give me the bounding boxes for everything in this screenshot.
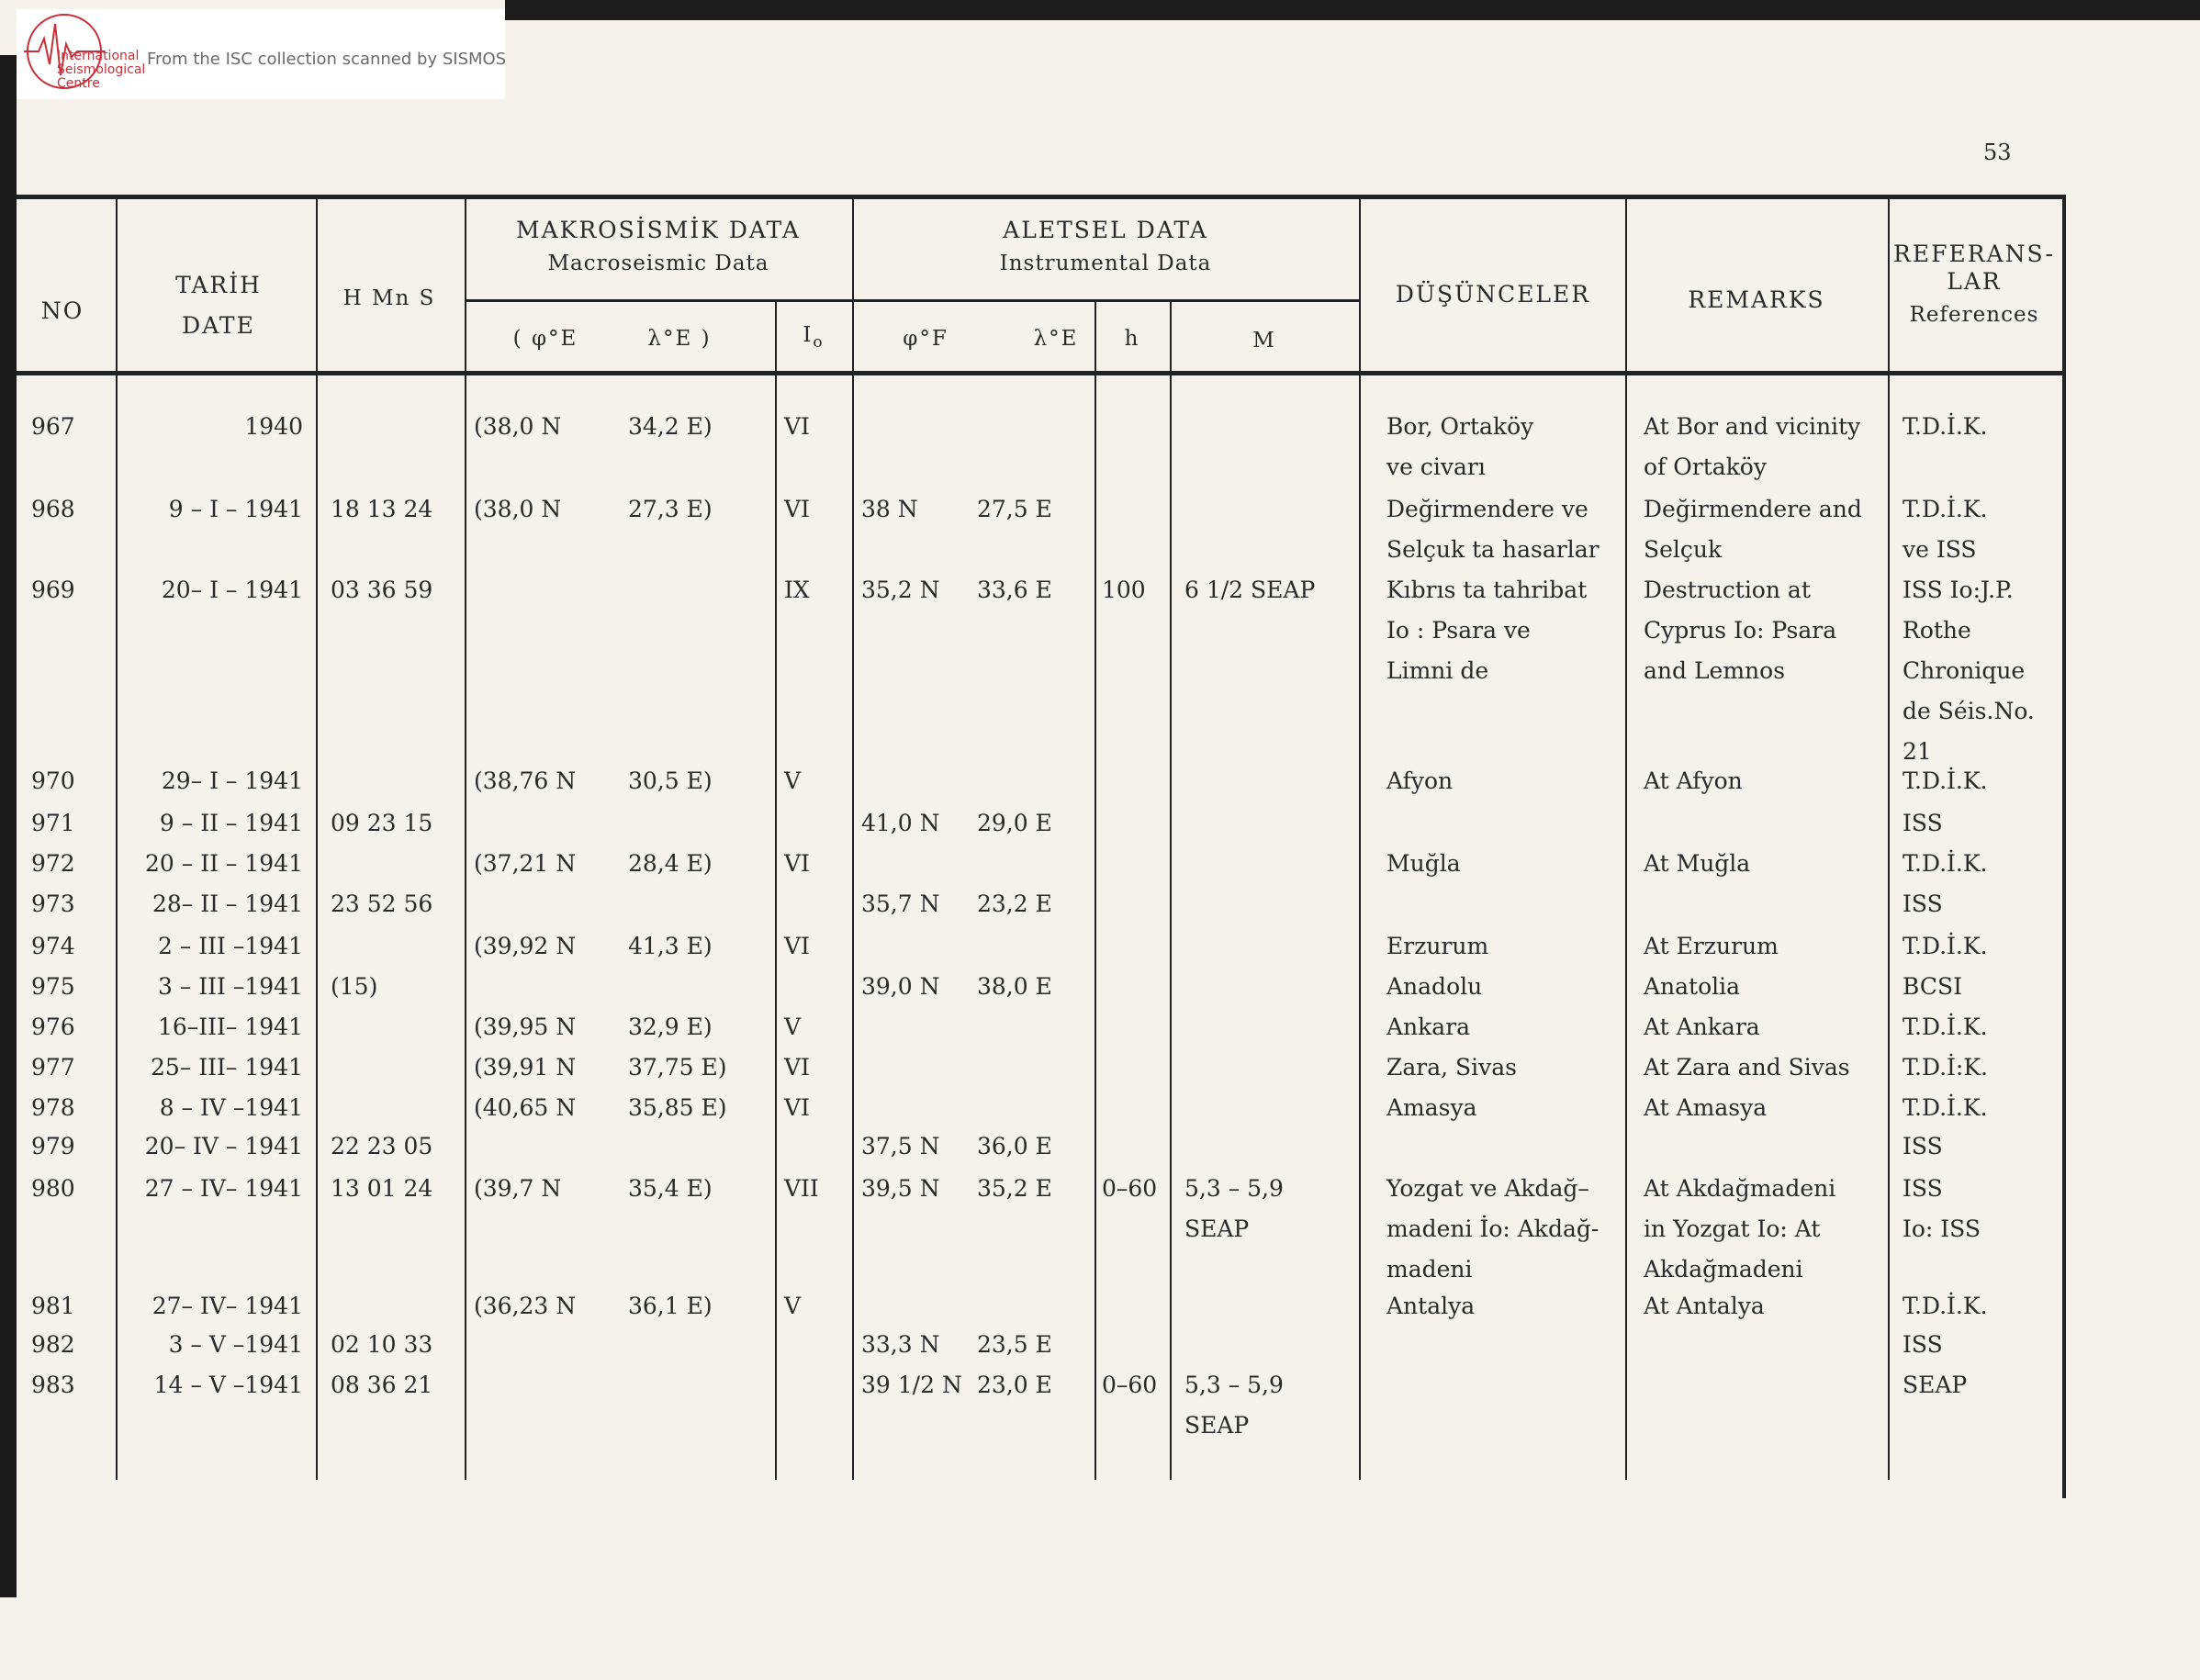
row-reference: T.D.İ.K. bbox=[1903, 1293, 1988, 1319]
row-magnitude: 6 1/2 SEAP bbox=[1184, 577, 1316, 603]
row-time: 23 52 56 bbox=[331, 890, 433, 917]
row-reference: SEAP bbox=[1903, 1372, 1968, 1398]
row-remarks-en: At Amasya bbox=[1644, 1094, 1768, 1121]
row-no: 981 bbox=[31, 1293, 75, 1319]
row-time: 18 13 24 bbox=[331, 496, 433, 522]
row-reference: T.D.İ.K. bbox=[1903, 767, 1988, 794]
row-instr-lon: 23,5 E bbox=[977, 1331, 1052, 1358]
row-remarks-tr: Amasya bbox=[1386, 1094, 1477, 1121]
row-io: V bbox=[784, 1293, 802, 1319]
row-remarks-en: At Antalya bbox=[1644, 1293, 1765, 1319]
row-remarks-en: of Ortaköy bbox=[1644, 454, 1767, 480]
row-remarks-en: At Afyon bbox=[1644, 767, 1743, 794]
row-remarks-tr: Limni de bbox=[1386, 657, 1489, 684]
page-number: 53 bbox=[1983, 140, 2012, 165]
col-rule bbox=[116, 195, 118, 1480]
row-remarks-en: Akdağmadeni bbox=[1644, 1256, 1803, 1282]
row-date: 29– I – 1941 bbox=[161, 767, 303, 794]
row-remarks-tr: madeni bbox=[1386, 1256, 1473, 1282]
row-reference: T.D.İ.K. bbox=[1903, 1014, 1988, 1040]
row-no: 970 bbox=[31, 767, 75, 794]
header-date-tr: TARİH bbox=[175, 272, 262, 298]
row-remarks-tr: Yozgat ve Akdağ– bbox=[1386, 1175, 1589, 1202]
row-time: 03 36 59 bbox=[331, 577, 433, 603]
row-date: 25– III– 1941 bbox=[151, 1054, 303, 1081]
row-macro-lon: 34,2 E) bbox=[628, 413, 713, 440]
row-no: 983 bbox=[31, 1372, 75, 1398]
row-reference: ISS bbox=[1903, 1133, 1943, 1159]
row-macro-lat: (40,65 N bbox=[474, 1094, 577, 1121]
header-bottom-rule bbox=[17, 371, 2066, 375]
row-remarks-en: Cyprus Io: Psara bbox=[1644, 617, 1837, 644]
row-remarks-en: At Akdağmadeni bbox=[1644, 1175, 1836, 1202]
row-instr-lat: 39,0 N bbox=[861, 973, 940, 1000]
row-macro-lat: (37,21 N bbox=[474, 850, 577, 877]
row-remarks-tr: Selçuk ta hasarlar bbox=[1386, 536, 1599, 563]
row-date: 20– IV – 1941 bbox=[144, 1133, 303, 1159]
row-reference: T.D.İ.K. bbox=[1903, 496, 1988, 522]
row-time: 08 36 21 bbox=[331, 1372, 433, 1398]
row-remarks-tr: Kıbrıs ta tahribat bbox=[1386, 577, 1588, 603]
row-remarks-en: Selçuk bbox=[1644, 536, 1723, 563]
row-macro-lon: 37,75 E) bbox=[628, 1054, 727, 1081]
row-remarks-en: At Bor and vicinity bbox=[1644, 413, 1861, 440]
header-ref-tr-1: REFERANS- bbox=[1893, 241, 2055, 267]
header-macro-en: Macroseismic Data bbox=[547, 252, 769, 275]
row-depth: 100 bbox=[1102, 577, 1146, 603]
row-date: 9 – II – 1941 bbox=[159, 810, 303, 836]
isc-banner bbox=[17, 9, 505, 99]
header-instr-tr: ALETSEL DATA bbox=[1003, 217, 1208, 243]
row-reference: ISS bbox=[1903, 810, 1943, 836]
row-reference: 21 bbox=[1903, 738, 1932, 765]
row-instr-lat: 37,5 N bbox=[861, 1133, 940, 1159]
row-remarks-en: Anatolia bbox=[1644, 973, 1741, 1000]
row-remarks-tr: ve civarı bbox=[1386, 454, 1486, 480]
row-macro-lat: (39,95 N bbox=[474, 1014, 577, 1040]
row-reference: ISS Io:J.P. bbox=[1903, 577, 2014, 603]
row-no: 975 bbox=[31, 973, 75, 1000]
row-date: 3 – III –1941 bbox=[158, 973, 303, 1000]
row-reference: T.D.İ.K. bbox=[1903, 413, 1988, 440]
row-io: VI bbox=[784, 413, 810, 440]
row-date: 20– I – 1941 bbox=[161, 577, 303, 603]
row-no: 980 bbox=[31, 1175, 75, 1202]
header-macro-tr: MAKROSİSMİK DATA bbox=[516, 217, 801, 243]
header-instr-lon: λ°E bbox=[1033, 327, 1079, 351]
row-macro-lat: (38,76 N bbox=[474, 767, 577, 794]
row-remarks-en: and Lemnos bbox=[1644, 657, 1786, 684]
header-macro-lat: ( φ°E bbox=[512, 327, 578, 351]
row-macro-lon: 28,4 E) bbox=[628, 850, 713, 877]
row-date: 9 – I – 1941 bbox=[168, 496, 303, 522]
row-io: VI bbox=[784, 933, 810, 959]
row-reference: de Séis.No. bbox=[1903, 698, 2035, 724]
row-macro-lat: (39,91 N bbox=[474, 1054, 577, 1081]
row-remarks-tr: Muğla bbox=[1386, 850, 1461, 877]
row-time: 02 10 33 bbox=[331, 1331, 433, 1358]
row-no: 974 bbox=[31, 933, 75, 959]
row-macro-lat: (39,7 N bbox=[474, 1175, 562, 1202]
row-io: VI bbox=[784, 1094, 810, 1121]
isc-org-name bbox=[57, 50, 145, 91]
row-no: 982 bbox=[31, 1331, 75, 1358]
row-reference: T.D.İ.K. bbox=[1903, 850, 1988, 877]
col-rule bbox=[1094, 301, 1096, 1480]
row-date: 3 – V –1941 bbox=[168, 1331, 303, 1358]
row-instr-lat: 33,3 N bbox=[861, 1331, 940, 1358]
header-h: h bbox=[1124, 327, 1140, 351]
row-remarks-en: Değirmendere and bbox=[1644, 496, 1862, 522]
row-macro-lon: 27,3 E) bbox=[628, 496, 713, 522]
row-remarks-en: At Zara and Sivas bbox=[1644, 1054, 1850, 1081]
scan-left-edge bbox=[0, 55, 17, 1597]
header-ref-en: References bbox=[1909, 303, 2039, 327]
row-macro-lon: 36,1 E) bbox=[628, 1293, 713, 1319]
row-reference: Chronique bbox=[1903, 657, 2026, 684]
row-instr-lat: 41,0 N bbox=[861, 810, 940, 836]
row-macro-lon: 30,5 E) bbox=[628, 767, 713, 794]
row-instr-lat: 39,5 N bbox=[861, 1175, 940, 1202]
row-date: 2 – III –1941 bbox=[158, 933, 303, 959]
row-macro-lat: (38,0 N bbox=[474, 496, 562, 522]
row-io: VII bbox=[784, 1175, 819, 1202]
row-instr-lat: 35,7 N bbox=[861, 890, 940, 917]
row-date: 27– IV– 1941 bbox=[152, 1293, 303, 1319]
row-reference: Rothe bbox=[1903, 617, 1971, 644]
isc-org-line: Seismological bbox=[57, 62, 146, 77]
row-remarks-en: At Ankara bbox=[1644, 1014, 1760, 1040]
row-remarks-en: At Erzurum bbox=[1644, 933, 1779, 959]
header-macro-lon: λ°E ) bbox=[647, 327, 712, 351]
row-reference: ISS bbox=[1903, 1331, 1943, 1358]
row-remarks-tr: Erzurum bbox=[1386, 933, 1489, 959]
row-io: IX bbox=[784, 577, 810, 603]
row-date: 28– II – 1941 bbox=[152, 890, 303, 917]
col-rule bbox=[852, 195, 854, 1480]
row-instr-lon: 35,2 E bbox=[977, 1175, 1052, 1202]
col-rule bbox=[775, 301, 777, 1480]
header-date-en: DATE bbox=[182, 312, 255, 339]
header-ref-tr-2: LAR bbox=[1947, 268, 2002, 295]
row-date: 1940 bbox=[244, 413, 303, 440]
row-no: 979 bbox=[31, 1133, 75, 1159]
header-instr-en: Instrumental Data bbox=[999, 252, 1212, 275]
row-no: 973 bbox=[31, 890, 75, 917]
header-io-label: I bbox=[803, 323, 814, 347]
row-instr-lat: 35,2 N bbox=[861, 577, 940, 603]
row-remarks-tr: Zara, Sivas bbox=[1386, 1054, 1518, 1081]
row-depth: 0–60 bbox=[1102, 1175, 1158, 1202]
header-split-rule bbox=[465, 299, 1359, 302]
row-macro-lon: 32,9 E) bbox=[628, 1014, 713, 1040]
header-m: M bbox=[1252, 329, 1276, 353]
row-instr-lon: 23,2 E bbox=[977, 890, 1052, 917]
row-date: 14 – V –1941 bbox=[153, 1372, 303, 1398]
row-date: 8 – IV –1941 bbox=[159, 1094, 303, 1121]
row-date: 16–III– 1941 bbox=[157, 1014, 303, 1040]
row-date: 20 – II – 1941 bbox=[145, 850, 303, 877]
isc-org-line: International bbox=[57, 49, 140, 63]
row-remarks-tr: madeni İo: Akdağ- bbox=[1386, 1215, 1599, 1242]
row-no: 971 bbox=[31, 810, 75, 836]
row-reference: T.D.İ:K. bbox=[1903, 1054, 1988, 1081]
col-rule bbox=[1359, 195, 1361, 1480]
row-no: 969 bbox=[31, 577, 75, 603]
row-io: VI bbox=[784, 496, 810, 522]
row-time: 13 01 24 bbox=[331, 1175, 433, 1202]
row-no: 978 bbox=[31, 1094, 75, 1121]
row-remarks-en: in Yozgat Io: At bbox=[1644, 1215, 1821, 1242]
row-date: 27 – IV– 1941 bbox=[144, 1175, 303, 1202]
col-rule bbox=[1625, 195, 1627, 1480]
row-time: 22 23 05 bbox=[331, 1133, 433, 1159]
row-reference: BCSI bbox=[1903, 973, 1962, 1000]
row-remarks-tr: Io : Psara ve bbox=[1386, 617, 1531, 644]
row-remarks-tr: Ankara bbox=[1386, 1014, 1471, 1040]
row-io: VI bbox=[784, 1054, 810, 1081]
header-io bbox=[803, 321, 824, 356]
col-rule bbox=[465, 195, 466, 1480]
col-rule bbox=[1888, 195, 1890, 1480]
row-instr-lat: 38 N bbox=[861, 496, 918, 522]
row-no: 967 bbox=[31, 413, 75, 440]
row-instr-lon: 36,0 E bbox=[977, 1133, 1052, 1159]
row-magnitude: 5,3 – 5,9 bbox=[1184, 1175, 1284, 1202]
row-instr-lat: 39 1/2 N bbox=[861, 1372, 962, 1398]
row-no: 976 bbox=[31, 1014, 75, 1040]
header-remarks-tr: DÜŞÜNCELER bbox=[1395, 281, 1591, 308]
row-instr-lon: 38,0 E bbox=[977, 973, 1052, 1000]
row-remarks-en: At Muğla bbox=[1644, 850, 1751, 877]
row-remarks-tr: Bor, Ortaköy bbox=[1386, 413, 1534, 440]
row-io: V bbox=[784, 767, 802, 794]
row-remarks-tr: Afyon bbox=[1386, 767, 1454, 794]
row-depth: 0–60 bbox=[1102, 1372, 1158, 1398]
row-remarks-tr: Antalya bbox=[1386, 1293, 1476, 1319]
row-instr-lon: 27,5 E bbox=[977, 496, 1052, 522]
row-reference: Io: ISS bbox=[1903, 1215, 1981, 1242]
row-macro-lon: 41,3 E) bbox=[628, 933, 713, 959]
row-remarks-tr: Anadolu bbox=[1386, 973, 1483, 1000]
header-remarks-en: REMARKS bbox=[1688, 286, 1825, 313]
row-time: 09 23 15 bbox=[331, 810, 433, 836]
col-rule bbox=[316, 195, 318, 1480]
isc-org-line: Centre bbox=[57, 76, 100, 91]
row-remarks-en: Destruction at bbox=[1644, 577, 1811, 603]
row-instr-lon: 33,6 E bbox=[977, 577, 1052, 603]
row-magnitude: 5,3 – 5,9 bbox=[1184, 1372, 1284, 1398]
row-reference: ve ISS bbox=[1903, 536, 1977, 563]
row-macro-lat: (39,92 N bbox=[474, 933, 577, 959]
row-io: VI bbox=[784, 850, 810, 877]
row-time: (15) bbox=[331, 973, 378, 1000]
row-macro-lat: (38,0 N bbox=[474, 413, 562, 440]
row-no: 972 bbox=[31, 850, 75, 877]
row-magnitude: SEAP bbox=[1184, 1215, 1250, 1242]
header-time: H Mn S bbox=[342, 286, 436, 310]
header-io-subscript: o bbox=[813, 333, 825, 352]
row-macro-lon: 35,85 E) bbox=[628, 1094, 727, 1121]
header-instr-lat: φ°F bbox=[903, 327, 948, 351]
row-macro-lat: (36,23 N bbox=[474, 1293, 577, 1319]
row-no: 968 bbox=[31, 496, 75, 522]
row-io: V bbox=[784, 1014, 802, 1040]
scan-credit: From the ISC collection scanned by SISMOS bbox=[147, 50, 507, 69]
row-reference: T.D.İ.K. bbox=[1903, 1094, 1988, 1121]
header-no: NO bbox=[40, 297, 84, 324]
row-instr-lon: 23,0 E bbox=[977, 1372, 1052, 1398]
row-reference: ISS bbox=[1903, 890, 1943, 917]
col-rule bbox=[1170, 301, 1172, 1480]
table-right-rule bbox=[2062, 195, 2066, 1498]
scan-top-edge bbox=[505, 0, 2200, 20]
row-no: 977 bbox=[31, 1054, 75, 1081]
table-top-rule bbox=[17, 195, 2066, 199]
row-magnitude: SEAP bbox=[1184, 1412, 1250, 1439]
row-instr-lon: 29,0 E bbox=[977, 810, 1052, 836]
row-macro-lon: 35,4 E) bbox=[628, 1175, 713, 1202]
row-reference: T.D.İ.K. bbox=[1903, 933, 1988, 959]
row-remarks-tr: Değirmendere ve bbox=[1386, 496, 1588, 522]
row-reference: ISS bbox=[1903, 1175, 1943, 1202]
